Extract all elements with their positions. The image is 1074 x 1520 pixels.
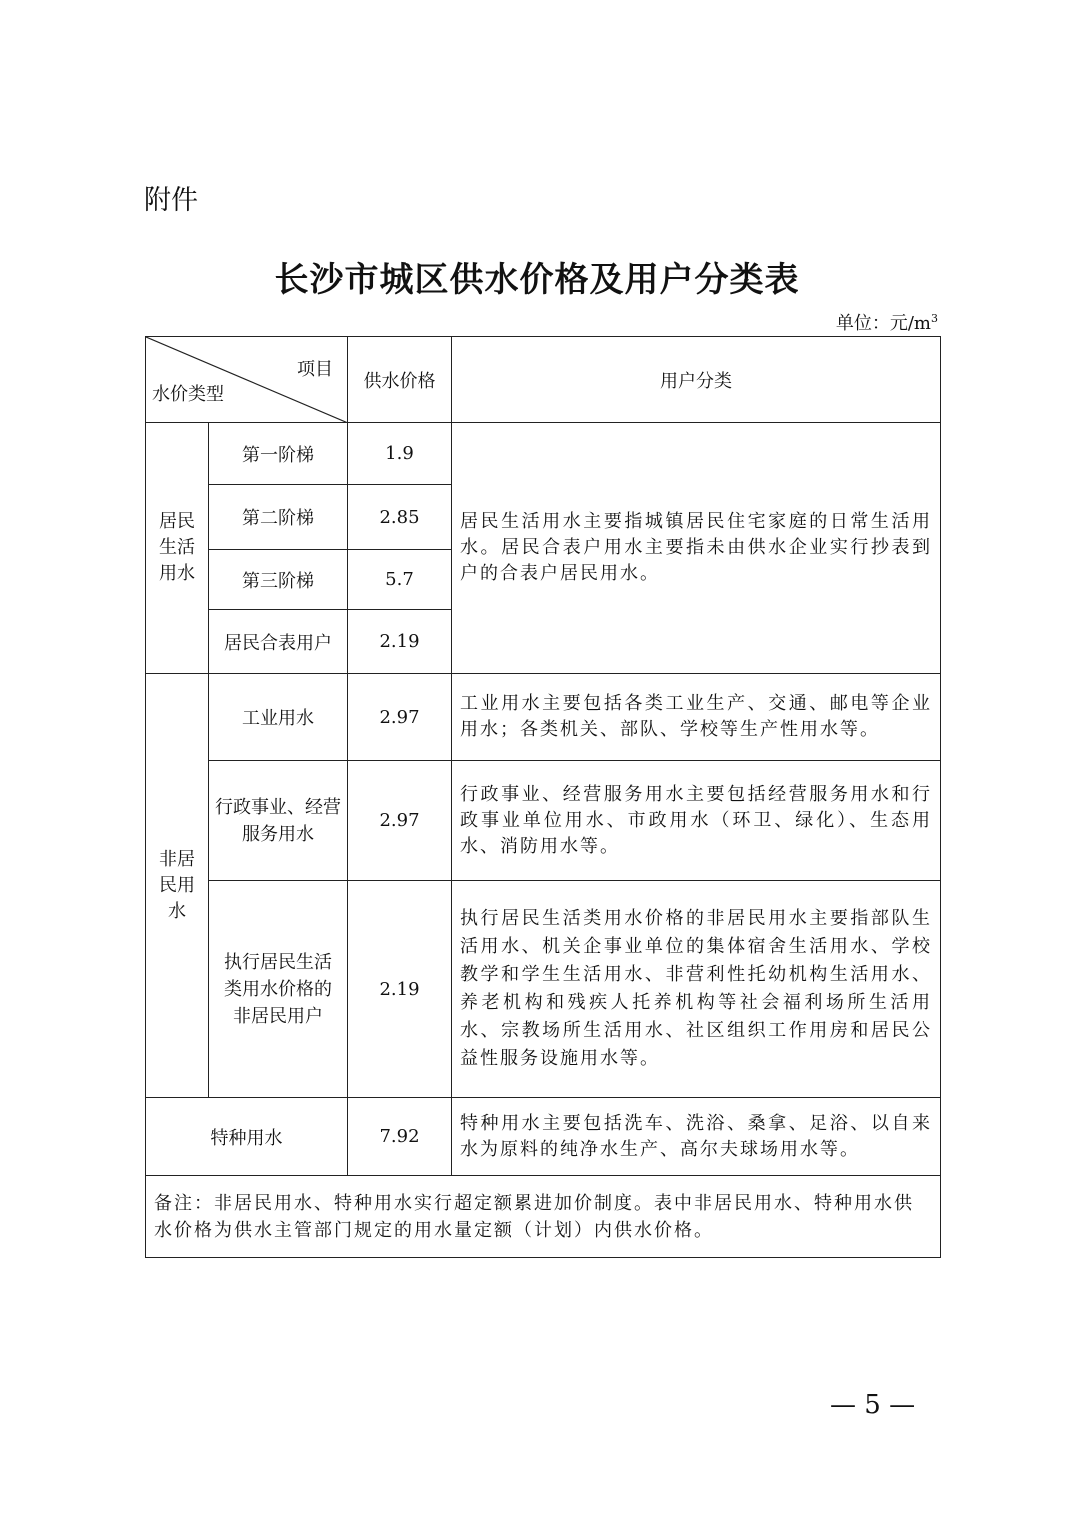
unit-label: [836, 309, 938, 335]
header-item: 项目: [297, 359, 333, 380]
header-category: 用户分类: [452, 337, 941, 423]
unit-text: 单位：元/m: [835, 313, 931, 334]
nonresidential-group: 非居民用水: [146, 674, 209, 1098]
nonres-desc: 执行居民生活类用水价格的非居民用水主要指部队生活用水、机关企事业单位的集体宿舍生活用水、学校教学和学生生活用水、非营利性托幼机构生活用水、养老机构和残疾人托养机构等社会福利场所生活用水、宗教场所生活用水、社区组织工作用房和居民公益性服务设施用水等。: [452, 881, 941, 1098]
nonres-price: 2.97: [348, 674, 452, 761]
tier-name: 居民合表用户: [209, 610, 348, 674]
header-diagonal-cell: [146, 337, 348, 423]
nonres-desc: 工业用水主要包括各类工业生产、交通、邮电等企业用水；各类机关、部队、学校等生产性用水等。: [452, 674, 941, 761]
nonres-desc: 行政事业、经营服务用水主要包括经营服务用水和行政事业单位用水、市政用水（环卫、绿化）、生态用水、消防用水等。: [452, 761, 941, 881]
tier-price: 1.9: [348, 423, 452, 485]
residential-desc: 居民生活用水主要指城镇居民住宅家庭的日常生活用水。居民合表户用水主要指未由供水企业实行抄表到户的合表户居民用水。: [452, 423, 941, 674]
table-note: 备注：非居民用水、特种用水实行超定额累进加价制度。表中非居民用水、特种用水供水价格为供水主管部门规定的用水量定额（计划）内供水价格。: [146, 1176, 941, 1258]
tier-price: 2.19: [348, 610, 452, 674]
header-price: 供水价格: [348, 337, 452, 423]
page-number: — 5 —: [830, 1390, 916, 1420]
special-price: 7.92: [348, 1098, 452, 1176]
page-title: 长沙市城区供水价格及用户分类表: [274, 260, 800, 300]
price-table: [145, 336, 941, 1258]
nonres-name: 行政事业、经营服务用水: [209, 761, 348, 881]
special-name: 特种用水: [146, 1098, 348, 1176]
header-type: 水价类型: [152, 384, 224, 405]
tier-name: 第三阶梯: [209, 550, 348, 610]
nonres-name: 工业用水: [209, 674, 348, 761]
tier-price: 2.85: [348, 485, 452, 550]
nonres-name: 执行居民生活类用水价格的非居民用户: [209, 881, 348, 1098]
residential-group: 居民生活用水: [146, 423, 209, 674]
nonres-price: 2.19: [348, 881, 452, 1098]
tier-name: 第二阶梯: [209, 485, 348, 550]
special-desc: 特种用水主要包括洗车、洗浴、桑拿、足浴、以自来水为原料的纯净水生产、高尔夫球场用水等。: [452, 1098, 941, 1176]
tier-price: 5.7: [348, 550, 452, 610]
nonres-price: 2.97: [348, 761, 452, 881]
unit-sup: 3: [931, 312, 938, 325]
tier-name: 第一阶梯: [209, 423, 348, 485]
attachment-label: 附件: [144, 185, 198, 216]
